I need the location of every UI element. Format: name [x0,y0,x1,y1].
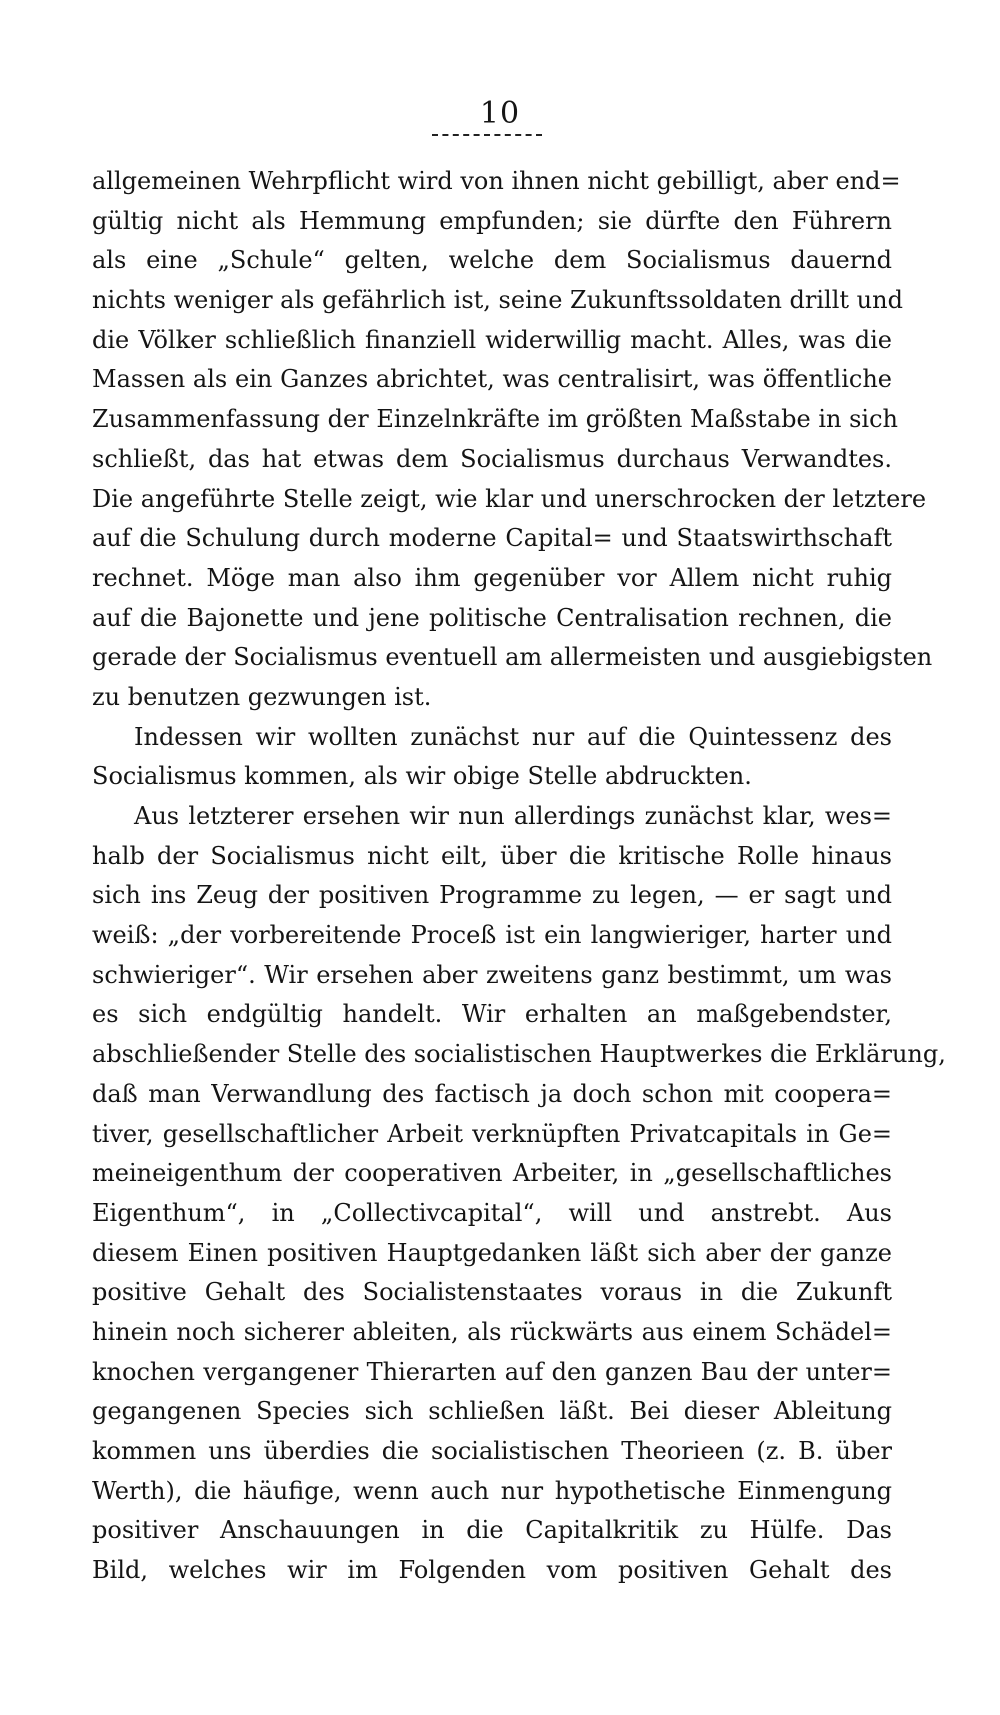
text-line: es sich endgültig handelt. Wir erhalten an maßgebendster, [92,1000,892,1029]
text-line: Bild, welches wir im Folgenden vom positiven Gehalt des [92,1556,892,1585]
text-line: rechnet. Möge man also ihm gegenüber vor Allem nicht ruhig [92,563,892,592]
text-line: Werth), die häufige, wenn auch nur hypothetische Einmengung [92,1476,892,1505]
text-line: Socialismus kommen, als wir obige Stelle abdruckten. [92,762,752,791]
text-line: meineigenthum der cooperativen Arbeiter, in „gesellschaftliches [92,1159,892,1188]
text-line: Indessen wir wollten zunächst nur auf die Quintessenz des [134,722,892,751]
text-line: auf die Schulung durch moderne Capital= und Staatswirthschaft [92,524,892,553]
text-line: gültig nicht als Hemmung empfunden; sie dürfte den Führern [92,206,892,235]
text-line: Massen als ein Ganzes abrichtet, was centralisirt, was öffentliche [92,365,892,394]
text-line: positiver Anschauungen in die Capitalkritik zu Hülfe. Das [92,1516,892,1545]
text-line: Zusammenfassung der Einzelnkräfte im größten Maßstabe in sich [92,405,898,434]
text-line: Aus letzterer ersehen wir nun allerdings zunächst klar, wes= [134,802,892,830]
text-line: kommen uns überdies die socialistischen Theorieen (z. B. über [92,1437,892,1465]
text-line: diesem Einen positiven Hauptgedanken läßt sich aber der ganze [92,1238,892,1267]
text-line: tiver, gesellschaftlicher Arbeit verknüpften Privatcapitals in Ge= [92,1119,892,1148]
text-line: die Völker schließlich finanziell widerwillig macht. Alles, was die [92,325,892,354]
text-line: positive Gehalt des Socialistenstaates voraus in die Zukunft [92,1278,892,1307]
text-line: Eigenthum“, in „Collectivcapital“, will und anstrebt. Aus [92,1198,892,1227]
text-line: Die angeführte Stelle zeigt, wie klar und unerschrocken der letztere [92,484,927,513]
text-line: schwieriger“. Wir ersehen aber zweitens ganz bestimmt, um was [92,960,892,989]
text-line: halb der Socialismus nicht eilt, über die kritische Rolle hinaus [92,841,892,870]
header-rule [432,134,542,136]
text-line: nichts weniger als gefährlich ist, seine Zukunftssoldaten drillt und [92,286,903,315]
text-line: allgemeinen Wehrpflicht wird von ihnen nicht gebilligt, aber end= [92,167,901,195]
text-line: sich ins Zeug der positiven Programme zu legen, — er sagt und [92,881,892,910]
text-line: weiß: „der vorbereitende Proceß ist ein langwieriger, harter und [92,921,892,950]
text-line: gegangenen Species sich schließen läßt. Bei dieser Ableitung [92,1397,892,1426]
text-line: abschließender Stelle des socialistischen Hauptwerkes die Erklärung, [92,1040,946,1069]
body-text [92,162,946,1591]
text-line: gerade der Socialismus eventuell am allermeisten und ausgiebigsten [92,643,933,672]
text-line: daß man Verwandlung des factisch ja doch schon mit coopera= [92,1079,892,1108]
text-line: hinein noch sicherer ableiten, als rückwärts aus einem Schädel= [92,1317,892,1346]
text-line: auf die Bajonette und jene politische Centralisation rechnen, die [92,603,892,632]
text-line: als eine „Schule“ gelten, welche dem Socialismus dauernd [92,246,892,275]
text-line: zu benutzen gezwungen ist. [92,682,432,711]
text-line: knochen vergangener Thierarten auf den ganzen Bau der unter= [92,1357,892,1386]
page-number: 10 [479,96,521,131]
text-line: schließt, das hat etwas dem Socialismus durchaus Verwandtes. [92,444,892,473]
